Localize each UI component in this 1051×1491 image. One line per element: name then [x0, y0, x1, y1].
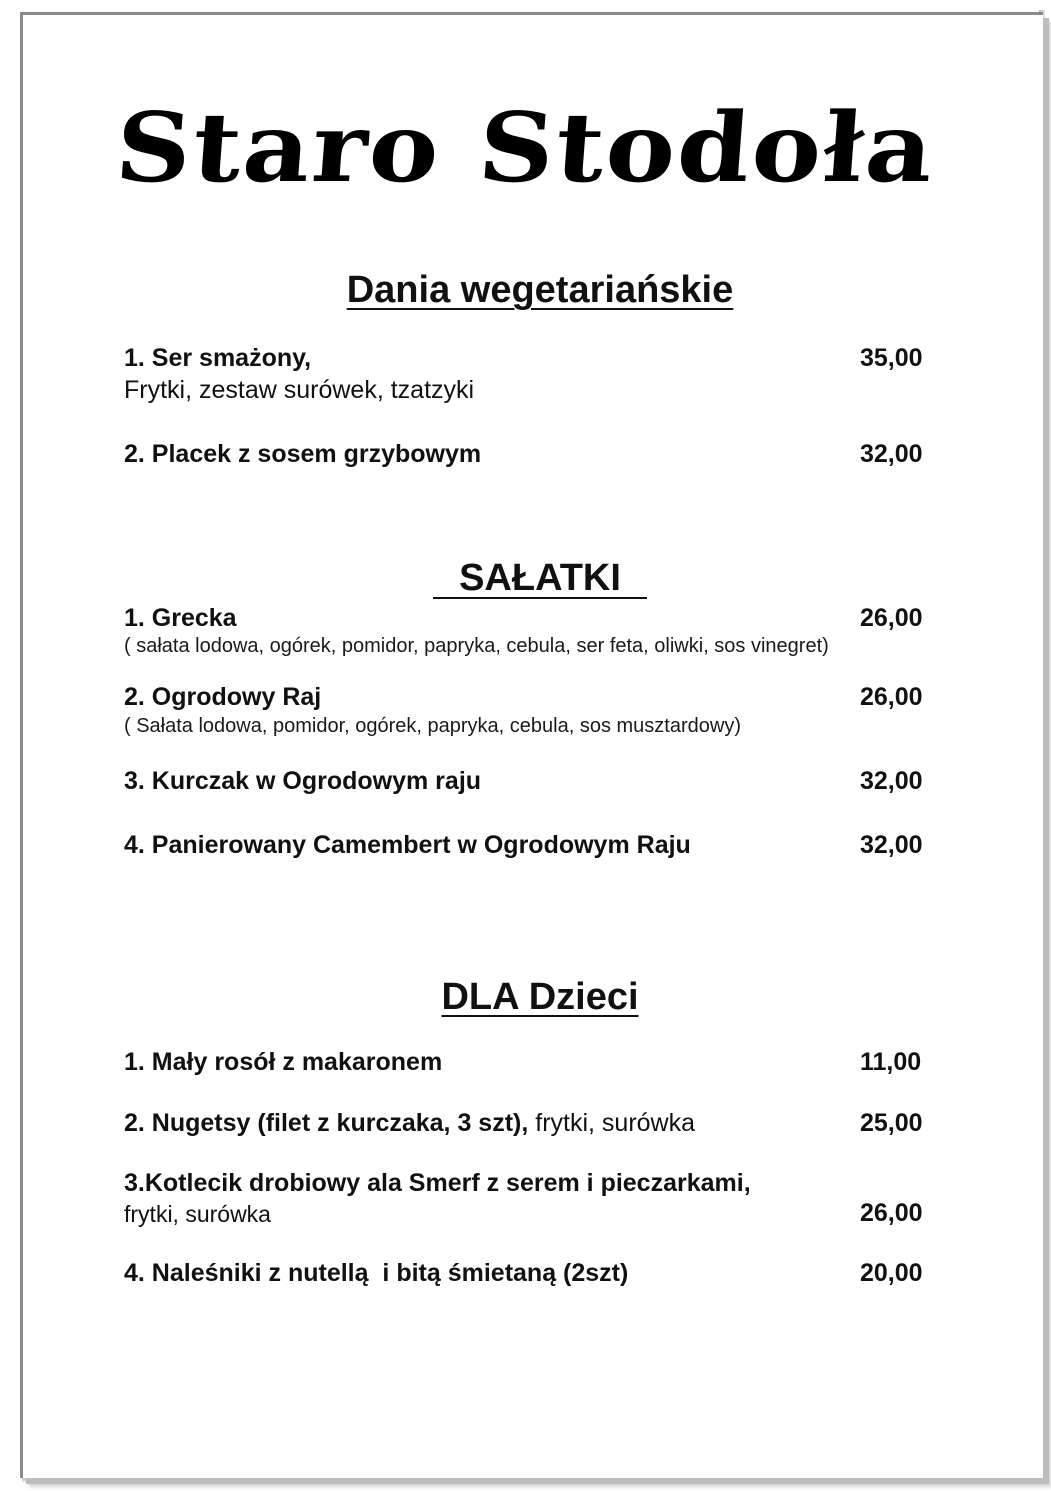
section-title-salads-text: SAŁATKI [433, 559, 647, 599]
menu-item-name: 2. Placek z sosem grzybowym [124, 440, 482, 468]
menu-item [124, 766, 930, 796]
menu-item [124, 343, 930, 373]
menu-item-name: 1. Ser smażony, [124, 344, 312, 372]
menu-item-name: 2. Ogrodowy Raj [124, 683, 322, 711]
restaurant-name: Staro Stodoła [111, 90, 940, 205]
section-title-vegetarian-text: Dania wegetariańskie [346, 269, 734, 311]
menu-item-name: 4. Naleśniki z nutellą i bitą śmietaną (2szt) [124, 1259, 629, 1287]
menu-item-price: 26,00 [860, 604, 923, 632]
menu-item [124, 1047, 930, 1077]
menu-item-price: 26,00 [860, 1199, 923, 1227]
section-title-vegetarian [0, 268, 1051, 312]
menu-item-name: 2. Nugetsy (filet z kurczaka, 3 szt), [124, 1109, 529, 1137]
menu-item-price: 11,00 [860, 1048, 922, 1076]
menu-item-price: 32,00 [860, 831, 923, 859]
menu-item-price: 32,00 [860, 440, 923, 468]
menu-item-description: frytki, surówka [124, 1201, 271, 1227]
menu-item-description: ( sałata lodowa, ogórek, pomidor, papryka, cebula, ser feta, oliwki, sos vinegret) [124, 635, 829, 657]
section-title-kids [0, 975, 1051, 1019]
menu-item-price: 26,00 [860, 683, 923, 711]
section-title-salads [0, 556, 1051, 600]
section-title-kids-text: DLA Dzieci [441, 976, 639, 1018]
menu-item-price: 20,00 [860, 1259, 923, 1287]
menu-item-description: Frytki, zestaw surówek, tzatzyki [124, 376, 475, 404]
menu-item-price: 35,00 [860, 344, 923, 372]
menu-item [124, 1168, 930, 1198]
menu-item-price: 32,00 [860, 767, 923, 795]
menu-item-description: ( Sałata lodowa, pomidor, ogórek, papryka, cebula, sos musztardowy) [124, 715, 741, 737]
menu-item-extra: frytki, surówka [535, 1109, 696, 1137]
menu-item-name: 1. Mały rosół z makaronem [124, 1048, 443, 1076]
menu-item-name: 1. Grecka [124, 604, 237, 632]
menu-item-price: 25,00 [860, 1109, 923, 1137]
menu-item [124, 603, 930, 633]
menu-item [124, 1108, 930, 1138]
menu-item [124, 830, 930, 860]
menu-item [124, 682, 930, 712]
menu-item-name: 3.Kotlecik drobiowy ala Smerf z serem i pieczarkami, [124, 1169, 751, 1197]
menu-item-name: 3. Kurczak w Ogrodowym raju [124, 767, 482, 795]
menu-item [124, 1258, 930, 1288]
menu-item-name: 4. Panierowany Camembert w Ogrodowym Raju [124, 831, 691, 859]
menu-item [124, 439, 930, 469]
